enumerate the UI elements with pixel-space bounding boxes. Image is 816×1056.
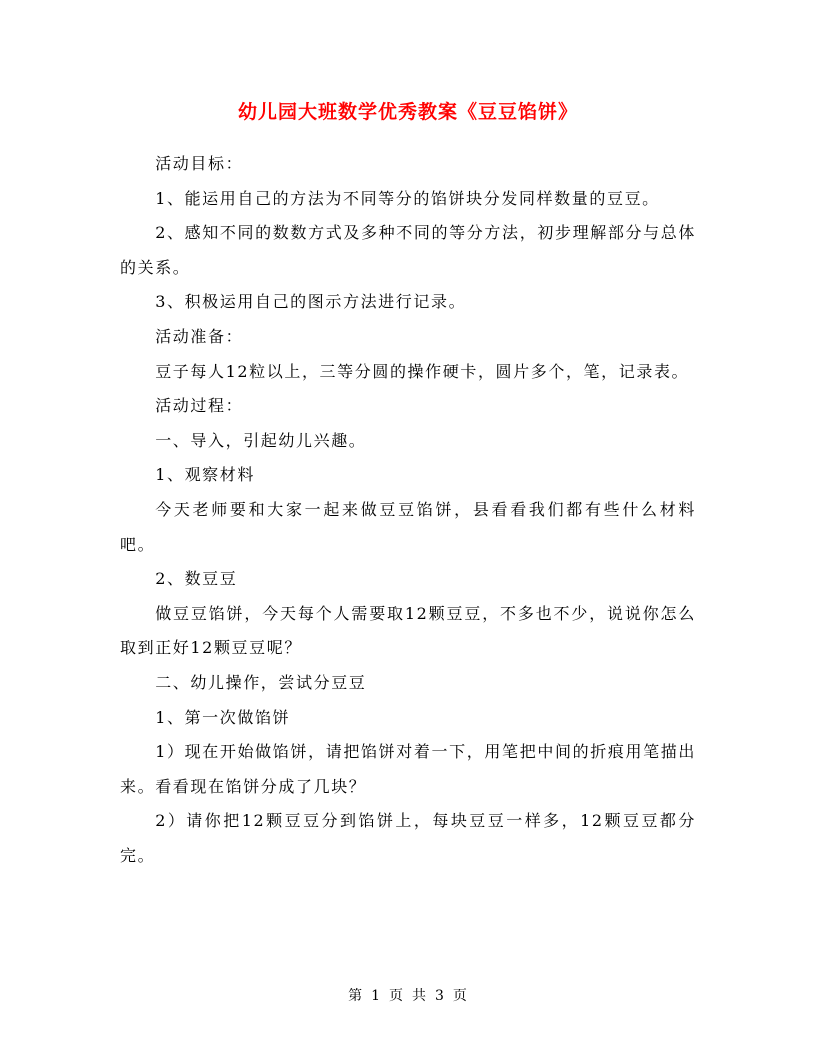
paragraph-observe-materials: 1、观察材料 [155,465,255,485]
footer-prefix: 第 [348,988,364,1004]
document-body [120,147,696,873]
paragraph-goal-1: 1、能运用自己的方法为不同等分的馅饼块分发同样数量的豆豆。 [155,188,660,208]
paragraph-first-pie-step-1: 1）现在开始做馅饼，请把馅饼对着一下，用笔把中间的折痕用笔描出来。看看现在馅饼分成了几块？ [120,742,696,796]
paragraph-observe-text: 今天老师要和大家一起来做豆豆馅饼，县看看我们都有些什么材料吧。 [120,499,696,554]
paragraph-first-pie: 1、第一次做馅饼 [155,707,291,727]
paragraph-count-beans: 2、数豆豆 [155,569,238,589]
page-footer [0,984,816,1008]
paragraph-step-one-intro: 一、导入，引起幼儿兴趣。 [155,430,367,450]
footer-suffix: 页 [452,988,468,1004]
paragraph-activity-goals-heading: 活动目标： [155,154,244,173]
paragraph-first-pie-step-2: 2）请你把12颗豆豆分到馅饼上，每块豆豆一样多，12颗豆豆都分完。 [120,811,696,865]
paragraph-count-beans-text: 做豆豆馅饼，今天每个人需要取12颗豆豆，不多也不少，说说你怎么取到正好12颗豆豆呢？ [120,603,696,658]
footer-total-label: 共 [412,988,427,1004]
paragraph-process-heading: 活动过程： [155,396,244,416]
paragraph-preparation-heading: 活动准备： [155,326,244,346]
footer-page-label: 页 [389,988,404,1004]
paragraph-goal-2: 2、感知不同的数数方式及多种不同的等分方法，初步理解部分与总体的关系。 [120,223,696,277]
footer-current-page: 1 [371,988,381,1004]
document-title: 幼儿园大班数学优秀教案《豆豆馅饼》 [237,101,578,123]
paragraph-goal-3: 3、积极运用自己的图示方法进行记录。 [155,292,467,312]
footer-total-pages: 3 [435,988,445,1004]
paragraph-preparation-materials: 豆子每人12粒以上，三等分圆的操作硬卡，圆片多个，笔，记录表。 [155,361,690,381]
paragraph-step-two-intro: 二、幼儿操作，尝试分豆豆 [155,672,367,692]
